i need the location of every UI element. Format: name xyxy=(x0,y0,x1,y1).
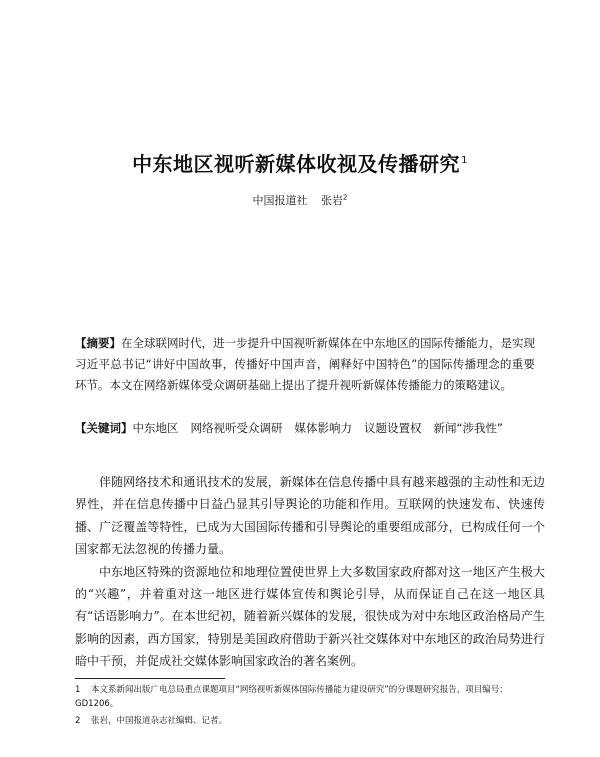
keyword: 媒体影响力 xyxy=(294,421,352,435)
keyword: 中东地区 xyxy=(132,421,179,435)
footnote xyxy=(75,683,545,711)
abstract-label: 【摘要】 xyxy=(75,336,121,350)
footnotes xyxy=(75,683,545,728)
abstract xyxy=(75,333,535,396)
footnote xyxy=(75,714,545,728)
footnote-text: 本文系新闻出版广电总局重点课题项目“网络视听新媒体国际传播能力建设研究”的分课题研究报告，项目编号：GD1206。 xyxy=(75,685,508,709)
keywords-label: 【关键词】 xyxy=(75,421,133,435)
title-footnote-mark: 1 xyxy=(461,155,468,167)
footnote-divider xyxy=(75,678,225,679)
keyword: 议题设置权 xyxy=(364,421,422,435)
paper-title-text: 中东地区视听新媒体收视及传播研究 xyxy=(132,152,461,176)
author-line xyxy=(0,192,600,208)
body-paragraph: 伴随网络技术和通讯技术的发展，新媒体在信息传播中具有越来越强的主动性和无边界性，并在信息传播中日益凸显其引导舆论的功能和作用。互联网的快速发布、快速传播、广泛覆盖等特性，已成为大国国际传播和引导舆论的重要组成部分，已构成任何一个国家都无法忽视的传播力量。 xyxy=(75,475,545,557)
keywords xyxy=(75,418,545,438)
footnote-number: 2 xyxy=(75,716,81,726)
body-text xyxy=(75,471,545,673)
abstract-text: 在全球联网时代，进一步提升中国视听新媒体在中东地区的国际传播能力，是实现习近平总书记“讲好中国故事，传播好中国声音，阐释好中国特色”的国际传播理念的重要环节。本文在网络新媒体受众调研基础上提出了提升视听新媒体传播能力的策略建议。 xyxy=(75,336,535,392)
keyword: 新闻“涉我性” xyxy=(433,421,503,435)
author-footnote-mark: 2 xyxy=(343,193,348,202)
keyword: 网络视听受众调研 xyxy=(190,421,283,435)
author-organization: 中国报道社 xyxy=(252,194,308,207)
footnote-number: 1 xyxy=(75,685,81,695)
author-name: 张岩 xyxy=(321,194,344,207)
paper-title xyxy=(0,148,600,177)
body-paragraph: 中东地区特殊的资源地位和地理位置使世界上大多数国家政府都对这一地区产生极大的“兴趣”，并着重对这一地区进行媒体宣传和舆论引导，从而保证自己在这一地区具有“话语影响力”。在本世纪初，随着新兴媒体的发展，很快成为对中东地区政治格局产生影响的因素，西方国家，特别是美国政府借助于新兴社交媒体对中东地区的政治局势进行暗中干预，并促成社交媒体影响国家政治的著名案例。 xyxy=(75,564,545,669)
footnote-text: 张岩，中国报道杂志社编辑、记者。 xyxy=(91,716,228,726)
